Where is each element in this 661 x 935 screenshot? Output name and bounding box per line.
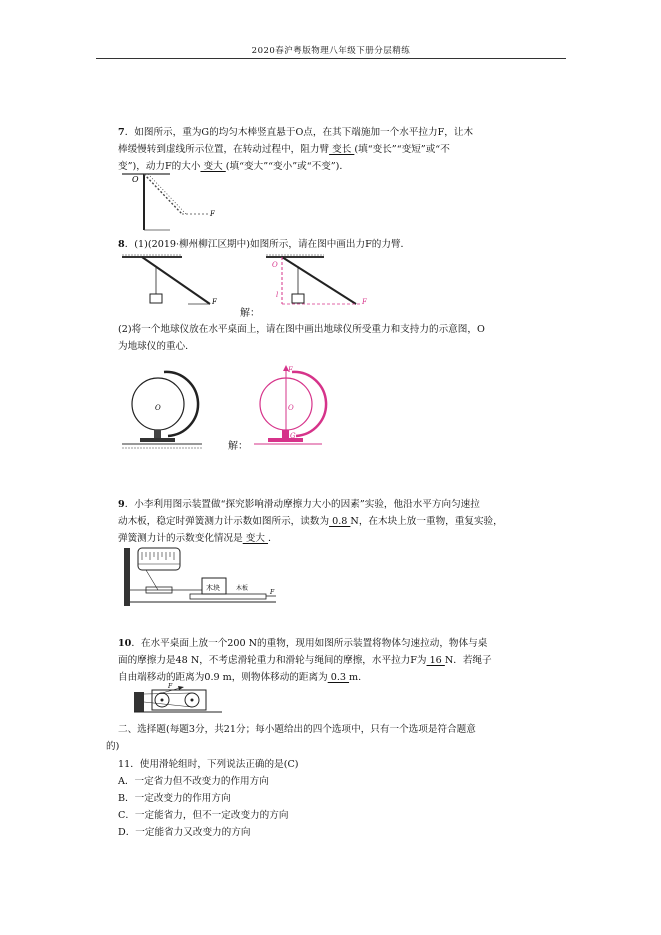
- q8-part2-line-1: (2)将一个地球仪放在水平桌面上，请在图中画出地球仪所受重力和支持力的示意图，O: [118, 324, 485, 335]
- q10-line-1: [118, 637, 487, 651]
- q7-text-3a: 变”)，动力F的大小: [118, 161, 201, 172]
- q9-text-3b: ．: [268, 533, 278, 544]
- q8-globe-solution-figure: [250, 362, 330, 452]
- q8-line-1: [118, 238, 410, 252]
- q10-figure: [130, 680, 230, 716]
- q7-text-1: ．如图所示，重为G的均匀木棒竖直悬于O点，在其下端施加一个水平拉力F，让木: [124, 127, 474, 138]
- header-rule: [96, 58, 566, 59]
- q7-answer-1: 变长: [329, 144, 355, 155]
- q9-line-2: [118, 515, 503, 529]
- q8-globe-figure: [118, 366, 208, 452]
- q7-label-f: F: [210, 210, 215, 218]
- q11-stem: 11．使用滑轮组时，下列说法正确的是(C): [118, 759, 299, 770]
- page-header: 2020春沪粤版物理八年级下册分层精练: [251, 46, 411, 56]
- q11-option-c: C．一定能省力，但不一定改变力的方向: [118, 810, 289, 821]
- q9-answer-2: 变大: [242, 533, 269, 544]
- q7-text-3b: (填“变大”“变小”或“不变”)．: [225, 161, 350, 172]
- q8-sol-label-f: F: [362, 298, 367, 306]
- q9-label-block: 木块: [206, 584, 220, 592]
- q10-text-1: ．在水平桌面上放一个200 N的重物，现用如图所示装置将物体匀速拉动，物体与桌: [131, 638, 488, 649]
- q8-figure: [118, 252, 228, 314]
- q8-label-f: F: [212, 298, 217, 306]
- q7-rod-dashed: [144, 174, 182, 214]
- q9-figure: [120, 544, 280, 610]
- q9-answer-1: 0.8: [329, 516, 351, 527]
- q8-weight: [150, 294, 162, 303]
- q10-number: 10: [118, 638, 132, 649]
- q9-line-1: [118, 498, 480, 512]
- q10-label-f: F: [168, 683, 173, 690]
- q7-answer-2: 变大: [200, 161, 226, 172]
- q8-solution-figure: [262, 252, 382, 318]
- q10-answer-1: 16: [426, 655, 445, 666]
- q10-text-2b: N．若绳子: [444, 655, 492, 666]
- q8-solution-label-2: 解：: [228, 441, 248, 452]
- section-2-heading-2: 的): [106, 741, 120, 752]
- q8-globe-sol-label-o: O: [288, 404, 294, 412]
- q10-text-2a: 面的摩擦力是48 N，不考虑滑轮重力和滑轮与绳间的摩擦，水平拉力F为: [118, 655, 427, 666]
- q10-text-3a: 自由端移动的距离为0.9 m，则物体移动的距离为: [118, 672, 328, 683]
- q8-number: 8: [118, 239, 125, 250]
- q9-number: 9: [118, 499, 125, 510]
- q7-number: 7: [118, 127, 125, 138]
- q8-globe-sol-label-g: G: [290, 432, 296, 440]
- q8-lever: [142, 257, 210, 304]
- q8-globe-label-o: O: [155, 404, 161, 412]
- q11-option-d: D．一定能省力又改变力的方向: [118, 827, 251, 838]
- q7-line-1: [118, 126, 473, 140]
- q7-line-2: [118, 143, 450, 157]
- q7-text-2a: 棒缓慢转到虚线所示位置，在转动过程中，阻力臂: [118, 144, 330, 155]
- q9-text-3a: 弹簧测力计的示数变化情况是: [118, 533, 243, 544]
- q9-label-board: 木板: [236, 585, 249, 592]
- q10-text-3b: m.: [349, 672, 362, 683]
- q9-text-2b: N，在木块上放一重物，重复实验，: [350, 516, 503, 527]
- q8-part2-line-2: 为地球仪的重心．: [118, 341, 195, 352]
- q8-sol-label-o: O: [272, 261, 278, 269]
- q11-option-a: A．一定省力但不改变力的作用方向: [118, 776, 269, 787]
- q9-text-1: ．小李利用图示装置做“探究影响滑动摩擦力大小的因素”实验，他沿水平方向匀速拉: [124, 499, 480, 510]
- q8-text-1: ．(1)(2019·柳州柳江区期中)如图所示，请在图中画出力F的力臂．: [124, 239, 411, 250]
- q10-line-2: [118, 654, 492, 668]
- q9-scale-zoom: [138, 548, 180, 570]
- q8-sol-label-l: l: [276, 291, 279, 299]
- q9-text-2a: 动木板，稳定时弹簧测力计示数如图所示，读数为: [118, 516, 330, 527]
- q8-solution-label-1: 解：: [240, 308, 260, 319]
- q9-label-f: F: [270, 589, 275, 596]
- q7-text-2b: (填“变长”“变短”或“不: [354, 144, 450, 155]
- q11-option-b: B．一定改变力的作用方向: [118, 793, 231, 804]
- q9-board: [190, 594, 266, 599]
- q10-answer-2: 0.3: [327, 672, 350, 683]
- q7-figure: [120, 172, 230, 234]
- q7-label-o: O: [132, 175, 139, 184]
- q8-globe-sol-label-f: F: [288, 366, 293, 374]
- section-2-heading-1: 二、选择题(每题3分，共21分；每小题给出的四个选项中，只有一个选项是符合题意: [118, 724, 476, 735]
